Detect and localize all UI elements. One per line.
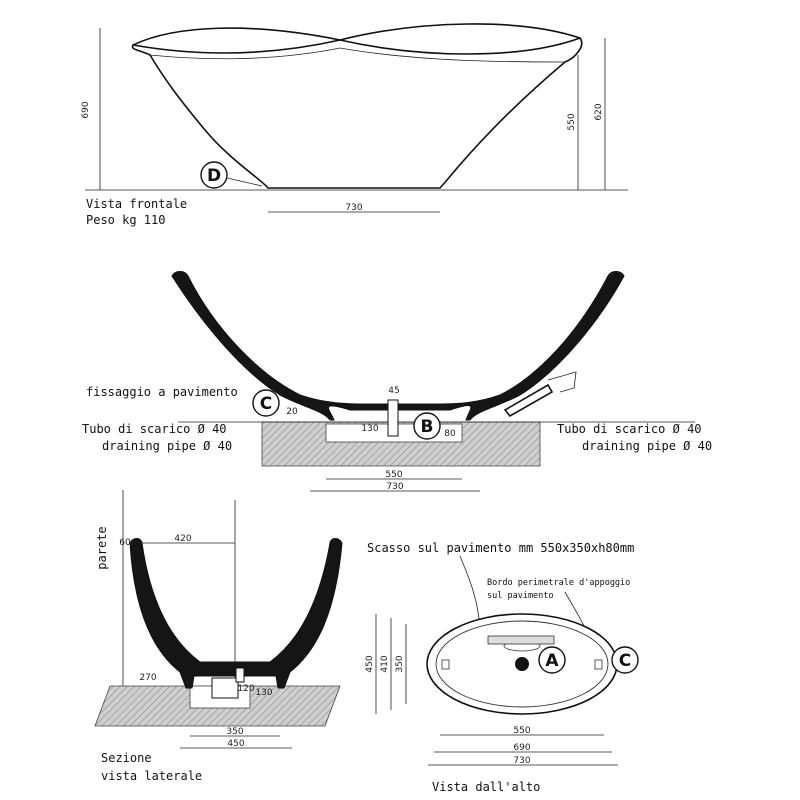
side-section <box>95 490 342 783</box>
top-fixing-left <box>442 660 449 669</box>
side-dim-60: 60 <box>119 538 131 548</box>
section-tub-shell <box>172 272 624 421</box>
top-dim-550: 550 <box>513 726 531 736</box>
section-front <box>82 272 712 493</box>
side-drain-pipe <box>236 668 244 682</box>
floor-fixing-label: fissaggio a pavimento <box>86 385 238 399</box>
side-dim-120: 120 <box>237 684 255 694</box>
front-view <box>81 24 628 227</box>
top-dim-450: 450 <box>365 655 375 673</box>
callout-d: D <box>206 166 222 186</box>
section-dim-130: 130 <box>361 424 379 434</box>
top-drain-channel <box>488 636 554 644</box>
side-dim-130: 130 <box>255 688 273 698</box>
side-tub-shell <box>130 539 342 689</box>
front-dim-690: 690 <box>81 101 91 119</box>
top-dim-690: 690 <box>513 743 531 753</box>
section-dim-730: 730 <box>386 482 404 492</box>
section-drain-pipe <box>388 400 398 436</box>
callout-c-top: C <box>618 651 632 671</box>
section-dim-45: 45 <box>388 386 400 396</box>
front-dim-730: 730 <box>345 203 363 213</box>
top-view <box>365 541 638 794</box>
front-dim-550: 550 <box>567 113 577 131</box>
drain-right-it: Tubo di scarico Ø 40 <box>557 422 702 436</box>
drain-right-en: draining pipe Ø 40 <box>582 439 713 453</box>
side-wall-label: parete <box>95 526 109 570</box>
side-drain-trap <box>212 678 238 698</box>
callout-b: B <box>420 417 434 437</box>
top-view-title: Vista dall'alto <box>432 780 541 794</box>
section-clamp-handle <box>548 372 576 392</box>
top-dim-730: 730 <box>513 756 531 766</box>
side-dim-270: 270 <box>139 673 157 683</box>
side-dim-450: 450 <box>227 739 245 749</box>
front-dim-620: 620 <box>594 103 604 121</box>
side-dim-420: 420 <box>174 534 192 544</box>
callout-d-leader <box>227 178 262 186</box>
front-tub-rim-line <box>133 38 580 54</box>
section-dim-550: 550 <box>385 470 403 480</box>
side-title-line2: vista laterale <box>101 769 203 783</box>
section-dim-20: 20 <box>286 407 298 417</box>
top-drain-hole <box>515 657 529 671</box>
side-dim-350: 350 <box>226 727 244 737</box>
front-tub-outline <box>132 24 581 188</box>
callout-c-section: C <box>259 394 273 414</box>
rim-note-line1: Bordo perimetrale d'appoggio <box>487 578 631 588</box>
drain-left-it: Tubo di scarico Ø 40 <box>82 422 227 436</box>
floor-recess-label: Scasso sul pavimento mm 550x350xh80mm <box>367 541 635 555</box>
top-dim-350: 350 <box>395 655 405 673</box>
front-tub-inner-rim <box>150 48 565 62</box>
front-view-title: Vista frontale <box>86 197 188 211</box>
top-dim-410: 410 <box>380 655 390 673</box>
recess-leader <box>460 556 480 628</box>
drain-left-en: draining pipe Ø 40 <box>102 439 233 453</box>
side-title-line1: Sezione <box>101 751 152 765</box>
callout-a: A <box>545 651 559 671</box>
section-dim-80: 80 <box>444 429 456 439</box>
front-view-weight: Peso kg 110 <box>86 213 166 227</box>
top-fixing-right <box>595 660 602 669</box>
rim-note-line2: sul pavimento <box>487 591 554 601</box>
